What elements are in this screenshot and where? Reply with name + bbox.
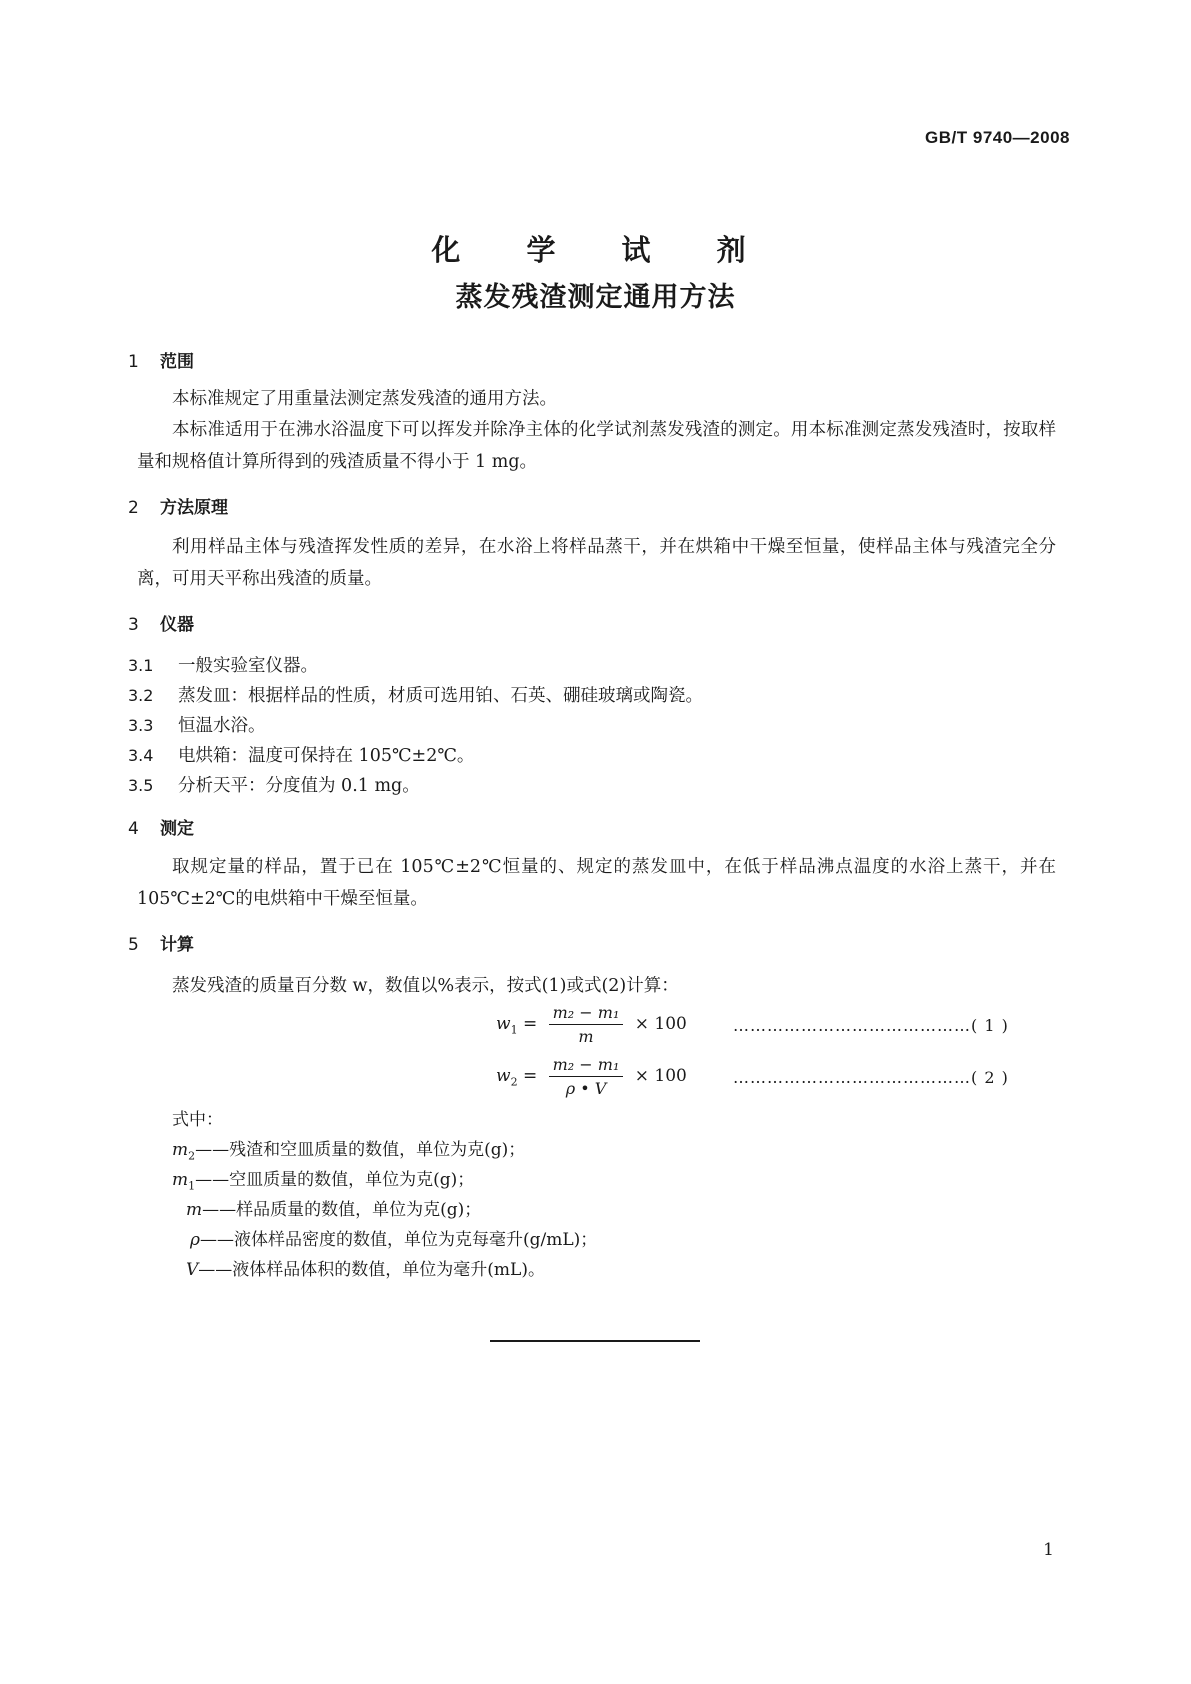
section-2-paragraph: 利用样品主体与残渣挥发性质的差异，在水浴上将样品蒸干，并在烘箱中干燥至恒量，使样品主体与残渣完全分离，可用天平称出残渣的质量。	[137, 537, 1056, 589]
item-number: 3.1	[128, 656, 154, 675]
equation-1-label	[733, 1016, 1009, 1035]
section-number: 3	[128, 615, 139, 635]
fraction	[549, 1003, 624, 1046]
section-number: 2	[128, 498, 139, 518]
legend-subscript: 2	[188, 1149, 196, 1163]
fraction-denominator: ρ • V	[565, 1079, 607, 1098]
legend-item	[186, 1195, 481, 1220]
end-rule	[490, 1340, 700, 1342]
item-text: 蒸发皿：根据样品的性质，材质可选用铂、石英、硼硅玻璃或陶瓷。	[178, 686, 703, 706]
legend-symbol: m	[186, 1200, 203, 1220]
item-text: 电烘箱：温度可保持在 105℃±2℃。	[178, 746, 475, 766]
equation-lhs-subscript: 2	[510, 1075, 518, 1089]
section-title: 计算	[160, 935, 194, 955]
legend-text: ——液体样品体积的数值，单位为毫升(mL)。	[198, 1260, 545, 1280]
fraction	[549, 1055, 624, 1098]
legend-text: ——样品质量的数值，单位为克(g)；	[202, 1200, 482, 1220]
legend-text: ——空皿质量的数值，单位为克(g)；	[195, 1170, 475, 1190]
equation-lhs-subscript: 1	[510, 1023, 518, 1037]
legend-item	[186, 1255, 545, 1280]
section-title: 仪器	[160, 615, 194, 635]
item-number: 3.5	[128, 776, 154, 795]
list-item	[128, 712, 266, 737]
section-3-heading	[128, 610, 194, 635]
section-2-heading	[128, 493, 228, 518]
item-number: 3.2	[128, 686, 154, 705]
item-text: 恒温水浴。	[178, 716, 266, 736]
equation-2	[496, 1055, 687, 1098]
section-5-heading	[128, 930, 194, 955]
section-number: 1	[128, 352, 139, 372]
leader-dots: ……………………………………	[733, 1016, 971, 1035]
legend-text: ——残渣和空皿质量的数值，单位为克(g)；	[195, 1140, 526, 1160]
list-item	[128, 772, 420, 797]
item-text: 分析天平：分度值为 0.1 mg。	[178, 776, 420, 796]
legend-text: ——液体样品密度的数值，单位为克每毫升(g/mL)；	[200, 1230, 598, 1250]
item-number: 3.3	[128, 716, 154, 735]
fraction-denominator: m	[578, 1027, 594, 1046]
item-number: 3.4	[128, 746, 154, 765]
item-text: 一般实验室仪器。	[178, 656, 318, 676]
equation-number: ( 2 )	[971, 1068, 1009, 1087]
section-1-heading	[128, 347, 194, 372]
equation-2-label	[733, 1068, 1009, 1087]
section-title: 方法原理	[160, 498, 228, 518]
list-item	[128, 742, 474, 767]
equation-multiplier: × 100	[634, 1014, 687, 1034]
equation-lhs: w	[496, 1014, 511, 1034]
section-title: 测定	[160, 819, 194, 839]
equation-1	[496, 1003, 687, 1046]
formula-intro: 蒸发残渣的质量百分数 w，数值以%表示，按式(1)或式(2)计算：	[172, 976, 679, 996]
equals-sign: =	[522, 1014, 543, 1034]
legend-symbol: m	[172, 1140, 189, 1160]
equals-sign: =	[522, 1066, 543, 1086]
list-item	[128, 652, 318, 677]
section-4-paragraph: 取规定量的样品，置于已在 105℃±2℃恒量的、规定的蒸发皿中，在低于样品沸点温度的水浴上蒸干，并在 105℃±2℃的电烘箱中干燥至恒量。	[137, 857, 1056, 909]
section-1-paragraph-1: 本标准规定了用重量法测定蒸发残渣的通用方法。	[172, 389, 557, 409]
legend-item	[172, 1165, 474, 1192]
section-number: 4	[128, 819, 139, 839]
legend-subscript: 1	[188, 1179, 196, 1193]
fraction-numerator: m₂ − m₁	[549, 1055, 624, 1077]
section-1-paragraph-2: 本标准适用于在沸水浴温度下可以挥发并除净主体的化学试剂蒸发残渣的测定。用本标准测定蒸发残渣时，按取样量和规格值计算所得到的残渣质量不得小于 1 mg。	[137, 420, 1056, 472]
legend-item	[172, 1135, 525, 1162]
equation-number: ( 1 )	[971, 1016, 1009, 1035]
page-title: 蒸发残渣测定通用方法	[455, 282, 736, 313]
page-number: 1	[1043, 1540, 1054, 1560]
equation-lhs: w	[496, 1066, 511, 1086]
standard-number: GB/T 9740—2008	[925, 128, 1070, 147]
section-4-heading	[128, 814, 194, 839]
list-item	[128, 682, 703, 707]
fraction-numerator: m₂ − m₁	[549, 1003, 624, 1025]
leader-dots: ……………………………………	[733, 1068, 971, 1087]
title-line-1: 化 学 试 剂	[431, 233, 774, 267]
legend-item	[190, 1225, 597, 1250]
legend-symbol: V	[186, 1260, 199, 1280]
equation-multiplier: × 100	[634, 1066, 687, 1086]
where-label: 式中：	[172, 1110, 223, 1130]
section-title: 范围	[160, 352, 194, 372]
legend-symbol: ρ	[190, 1230, 200, 1250]
section-number: 5	[128, 935, 139, 955]
legend-symbol: m	[172, 1170, 189, 1190]
